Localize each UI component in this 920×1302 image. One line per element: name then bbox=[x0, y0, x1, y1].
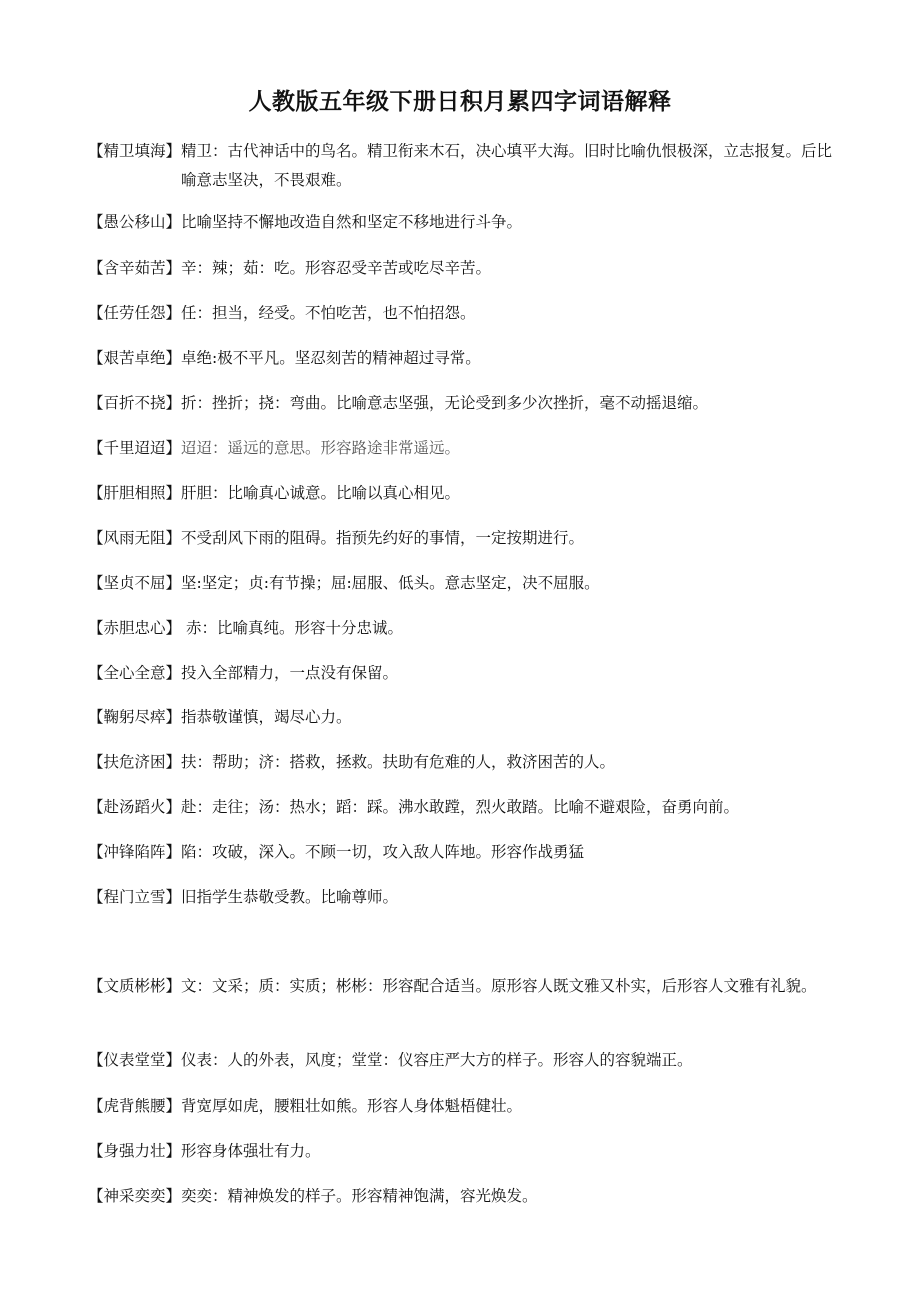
entry-definition: 指恭敬谨慎，竭尽心力。 bbox=[181, 708, 352, 726]
entry-definition: 背宽厚如虎，腰粗壮如熊。形容人身体魁梧健壮。 bbox=[181, 1097, 523, 1115]
entry-term: 【风雨无阻】 bbox=[88, 529, 182, 547]
entry-term: 【文质彬彬】 bbox=[88, 977, 182, 995]
entry-term: 【扶危济困】 bbox=[88, 753, 182, 771]
entry-term: 【虎背熊腰】 bbox=[88, 1097, 182, 1115]
entry-term: 【全心全意】 bbox=[88, 664, 182, 682]
entry-term: 【鞠躬尽瘁】 bbox=[88, 708, 182, 726]
entry-qianli-tiaotiao bbox=[88, 434, 868, 463]
entry-term: 【冲锋陷阵】 bbox=[88, 843, 182, 861]
entry-definition: 坚:坚定；贞:有节操；屈:屈服、低头。意志坚定，决不屈服。 bbox=[181, 574, 600, 592]
entry-chengmen-lixue bbox=[88, 883, 868, 912]
entry-term: 【仪表堂堂】 bbox=[88, 1051, 182, 1069]
entry-definition: 文：文采；质：实质；彬彬：形容配合适当。原形容人既文雅又朴实，后形容人文雅有礼貌。 bbox=[181, 977, 817, 995]
entry-definition: 比喻坚持不懈地改造自然和坚定不移地进行斗争。 bbox=[181, 213, 523, 231]
entry-definition: 不受刮风下雨的阻碍。指预先约好的事情，一定按期进行。 bbox=[181, 529, 585, 547]
entry-definition: 肝胆：比喻真心诚意。比喻以真心相见。 bbox=[181, 484, 461, 502]
entry-definition: 陷：攻破，深入。不顾一切，攻入敌人阵地。形容作战勇猛 bbox=[181, 843, 585, 861]
entry-term: 【身强力壮】 bbox=[88, 1142, 182, 1160]
entry-definition: 迢迢：遥远的意思。形容路途非常遥远。 bbox=[181, 439, 461, 457]
entry-term: 【神采奕奕】 bbox=[88, 1187, 182, 1205]
entry-wenzhi-binbin bbox=[88, 972, 868, 1001]
entry-term: 【坚贞不屈】 bbox=[88, 574, 182, 592]
entry-definition: 辛：辣；茹：吃。形容忍受辛苦或吃尽辛苦。 bbox=[181, 259, 492, 277]
entry-gandan-xiangzhao bbox=[88, 479, 868, 508]
entry-term: 【愚公移山】 bbox=[88, 213, 182, 231]
entry-definition: 精卫：古代神话中的鸟名。精卫衔来木石，决心填平大海。旧时比喻仇恨极深，立志报复。后比喻意志坚决，不畏艰难。 bbox=[181, 142, 833, 189]
entry-term: 【艰苦卓绝】 bbox=[88, 349, 182, 367]
entry-definition: 旧指学生恭敬受教。比喻尊师。 bbox=[181, 888, 399, 906]
entry-hanxin-rukun bbox=[88, 254, 868, 283]
entry-term: 【任劳任怨】 bbox=[88, 304, 182, 322]
entry-definition: 卓绝:极不平凡。坚忍刻苦的精神超过寻常。 bbox=[181, 349, 481, 367]
entry-definition: 折：挫折；挠：弯曲。比喻意志坚强，无论受到多少次挫折，毫不动摇退缩。 bbox=[181, 394, 709, 412]
entry-definition: 投入全部精力，一点没有保留。 bbox=[181, 664, 399, 682]
entry-jugong-jincui bbox=[88, 703, 868, 732]
entry-chidan-zhongxin bbox=[88, 614, 868, 643]
entry-jianzhen-buqu bbox=[88, 569, 868, 598]
entry-fengyu-wuzu bbox=[88, 524, 868, 553]
entry-term: 【肝胆相照】 bbox=[88, 484, 182, 502]
entry-definition: 任：担当，经受。不怕吃苦，也不怕招怨。 bbox=[181, 304, 476, 322]
entry-term: 【程门立雪】 bbox=[88, 888, 182, 906]
entry-definition: 赤：比喻真纯。形容十分忠诚。 bbox=[181, 619, 403, 637]
entry-shencai-yiyi bbox=[88, 1182, 868, 1211]
entry-definition: 形容身体强壮有力。 bbox=[181, 1142, 321, 1160]
entry-yibiao-tangtang bbox=[88, 1046, 868, 1075]
entry-term: 【千里迢迢】 bbox=[88, 439, 182, 457]
entry-chongfeng-xianzhen bbox=[88, 838, 868, 867]
entry-yugong-yishan bbox=[88, 208, 868, 237]
page-title: 人教版五年级下册日积月累四字词语解释 bbox=[248, 89, 672, 115]
entry-fuwei-jikun bbox=[88, 748, 868, 777]
entry-renlao-renyuan bbox=[88, 299, 868, 328]
entry-shenqiang-lizhuang bbox=[88, 1137, 868, 1166]
entry-definition: 奕奕：精神焕发的样子。形容精神饱满，容光焕发。 bbox=[181, 1187, 538, 1205]
entry-hubei-xiongyao bbox=[88, 1092, 868, 1121]
entry-term: 【含辛茹苦】 bbox=[88, 259, 182, 277]
entry-futang-daohuo bbox=[88, 793, 868, 822]
entry-jingwei-tianhai bbox=[88, 137, 868, 195]
entry-term: 【百折不挠】 bbox=[88, 394, 182, 412]
entry-term: 【精卫填海】 bbox=[88, 142, 182, 160]
entry-baizhe-bunao bbox=[88, 389, 868, 418]
entry-quanxin-quanyi bbox=[88, 659, 868, 688]
entry-term: 【赤胆忠心】 bbox=[88, 619, 182, 637]
entry-definition: 赴：走往；汤：热水；蹈：踩。沸水敢蹚，烈火敢踏。比喻不避艰险，奋勇向前。 bbox=[181, 798, 740, 816]
entry-term: 【赴汤蹈火】 bbox=[88, 798, 182, 816]
entry-definition: 扶：帮助；济：搭救，拯救。扶助有危难的人，救济困苦的人。 bbox=[181, 753, 616, 771]
entry-definition: 仪表：人的外表，风度；堂堂：仪容庄严大方的样子。形容人的容貌端正。 bbox=[181, 1051, 693, 1069]
entry-jianku-zhuojue bbox=[88, 344, 868, 373]
